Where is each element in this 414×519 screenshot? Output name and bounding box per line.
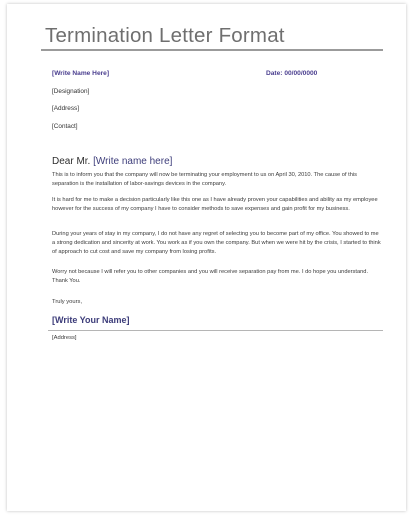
body-paragraph: This is to inform you that the company will now be terminating your employment to us on April 30, 2010. The cause of this separation is the installation of labor-savings devices in the company. xyxy=(52,172,357,187)
letter-date: Date: 00/00/0000 xyxy=(266,70,318,77)
body-paragraph: It is hard for me to make a decision particularly like this one as I have already proven your capabilities and ability as my employee however for the success of my company I have to consider methods to save expenses and gain profit for my business. xyxy=(52,197,378,212)
letter-title: Termination Letter Format xyxy=(45,24,285,47)
designation-placeholder: [Designation] xyxy=(52,88,90,95)
body-paragraph: During your years of stay in my company, I do not have any regret of selecting you to become part of my office. You showed to me a strong dedication and sincerity at work. You work as if you own the company. But when we were hit by the crisis, I started to think of approach to cut cost and save my company from losing profits. xyxy=(52,231,381,255)
title-divider xyxy=(41,49,383,51)
address-placeholder: [Address] xyxy=(52,105,79,112)
letter-page xyxy=(7,4,406,511)
closing-line: Truly yours, xyxy=(52,299,83,305)
salutation-prefix: Dear Mr. xyxy=(52,156,94,167)
contact-placeholder: [Contact] xyxy=(52,123,78,130)
signer-address-placeholder: [Address] xyxy=(52,335,77,341)
salutation-name-placeholder: [Write name here] xyxy=(93,156,173,167)
salutation xyxy=(52,156,172,167)
signer-name-placeholder: [Write Your Name] xyxy=(52,315,130,325)
signature-divider xyxy=(48,330,383,331)
body-paragraph: Worry not because I will refer you to other companies and you will receive separation pay from me. I do hope you understand. Thank You. xyxy=(52,269,369,284)
recipient-name-placeholder: [Write Name Here] xyxy=(52,70,110,77)
